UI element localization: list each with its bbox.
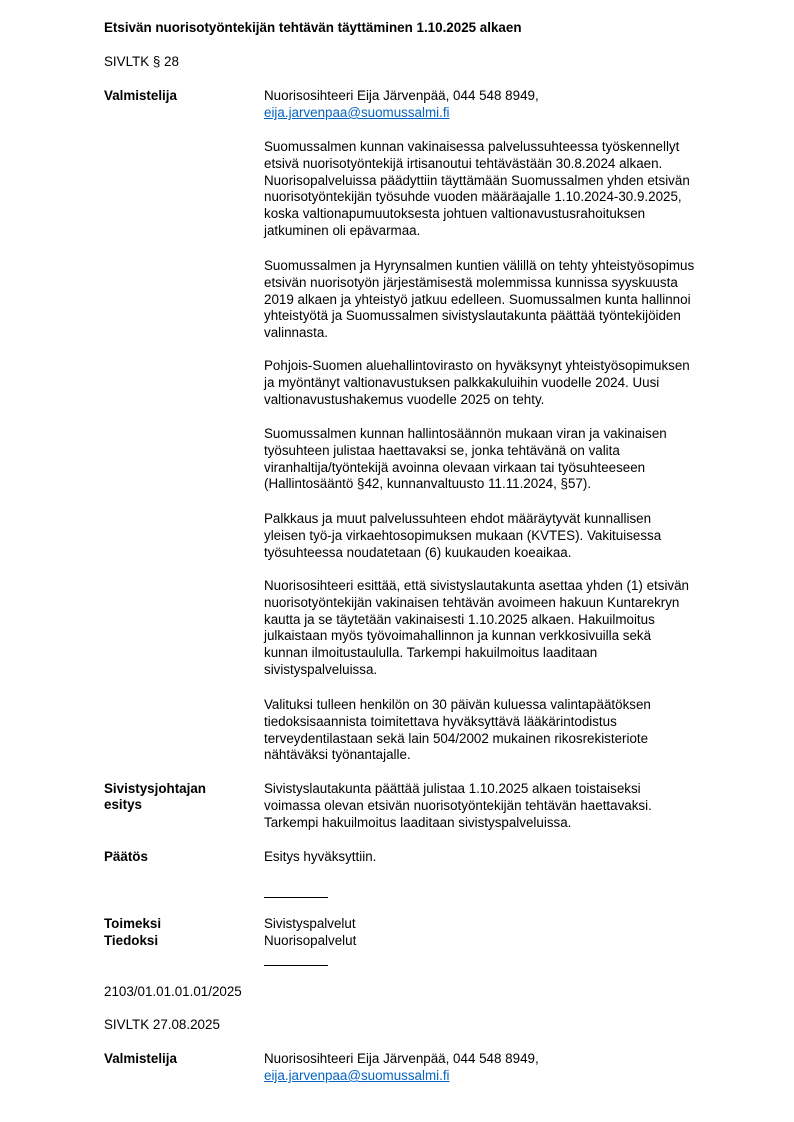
- preparer-email-link-2[interactable]: eija.jarvenpaa@suomussalmi.fi: [264, 1068, 450, 1083]
- paragraph-line: (Hallintosääntö §42, kunnanvaltuusto 11.11.2024, §57).: [264, 476, 592, 492]
- paragraph-line: sivistyspalveluissa.: [264, 661, 378, 677]
- paragraph-line: etsivän nuorisotyön järjestämisestä molemmissa kunnissa syyskuusta: [264, 274, 678, 290]
- paragraph-line: Suomussalmen kunnan vakinaisessa palvelussuhteessa työskennellyt: [264, 139, 680, 154]
- paragraph-line: jatkuminen oli epävarmaa.: [264, 222, 421, 238]
- paragraph-line: valinnasta.: [264, 325, 329, 341]
- paragraph-line: tiedoksisaannista toimitettava hyväksyttävä lääkärintodistus: [264, 713, 617, 729]
- section-reference-2: SIVLTK 27.08.2025: [104, 1017, 220, 1032]
- proposal-label: Sivistysjohtajan: [104, 781, 206, 796]
- decision-label: Päätös: [104, 849, 148, 864]
- paragraph-line: valtionavustushakemus vuodelle 2025 on tehty.: [264, 391, 545, 407]
- preparer-email-link[interactable]: eija.jarvenpaa@suomussalmi.fi: [264, 105, 450, 120]
- paragraph-line: etsivä nuorisotyöntekijä irtisanoutui tehtävästään 30.8.2024 alkaen.: [264, 155, 663, 171]
- paragraph-line: nuorisotyöntekijän vakinaisen tehtävän avoimeen hakuun Kuntarekryn: [264, 594, 680, 610]
- preparer-label: Valmistelija: [104, 88, 177, 103]
- paragraph-line: Suomussalmen ja Hyrynsalmen kuntien välillä on tehty yhteistyösopimus: [264, 258, 695, 273]
- paragraph-line: viranhaltija/työntekijä avoinna olevaan virkaan tai työsuhteeseen: [264, 459, 646, 475]
- proposal-text: [264, 781, 744, 831]
- body-paragraph-1: [264, 139, 744, 240]
- paragraph-line: Palkkaus ja muut palvelussuhteen ehdot määräytyvät kunnallisen: [264, 511, 652, 526]
- paragraph-line: ja myöntänyt valtionavustuksen palkkakuluihin vuodelle 2024. Uusi: [264, 374, 660, 390]
- toimeksi-label: Toimeksi: [104, 916, 162, 931]
- record-code: 2103/01.01.01.01/2025: [104, 984, 242, 999]
- paragraph-line: Suomussalmen kunnan hallintosäännön mukaan viran ja vakinaisen: [264, 426, 667, 441]
- paragraph-line: 2019 alkaen ja yhteistyö jatkuu edelleen. Suomussalmen kunta hallinnoi: [264, 291, 691, 307]
- paragraph-line: yleisen työ-ja virkaehtosopimuksen mukaan (KVTES). Vakituisessa: [264, 527, 662, 543]
- paragraph-line: nuorisotyöntekijän työsuhde vuoden määräajalle 1.10.2024-30.9.2025,: [264, 189, 682, 205]
- preparer-line: Nuorisosihteeri Eija Järvenpää, 044 548 8949,: [264, 88, 539, 103]
- section-reference: SIVLTK § 28: [104, 54, 179, 69]
- body-paragraph-4: [264, 426, 744, 493]
- preparer-line-2: Nuorisosihteeri Eija Järvenpää, 044 548 8949,: [264, 1051, 539, 1066]
- paragraph-line: terveydentilastaan sekä lain 504/2002 mukainen rikosrekisteriote: [264, 730, 649, 746]
- paragraph-line: Nuorisopalveluissa päädyttiin täyttämään Suomussalmen yhden etsivän: [264, 172, 690, 188]
- paragraph-line: työsuhteessa noudatetaan (6) kuukauden koeaikaa.: [264, 544, 572, 560]
- paragraph-line: kautta ja se täytetään vakinaisesti 1.10.2025 alkaen. Hakuilmoitus: [264, 611, 655, 627]
- paragraph-line: yhteistyötä ja Suomussalmen sivistyslautakunta päättää työntekijöiden: [264, 308, 681, 324]
- paragraph-line: voimassa olevan etsivän nuorisotyöntekijän tehtävän haettavaksi.: [264, 797, 652, 813]
- preparer-label-2: Valmistelija: [104, 1051, 177, 1066]
- proposal-label-2: esitys: [104, 797, 142, 812]
- body-paragraph-3: [264, 358, 744, 408]
- paragraph-line: nähtäväksi työnantajalle.: [264, 747, 411, 763]
- separator-line: [264, 965, 328, 966]
- paragraph-line: koska valtionapumuutoksesta johtuen valtionavustusrahoituksen: [264, 206, 646, 222]
- body-paragraph-6: [264, 578, 744, 679]
- tiedoksi-label: Tiedoksi: [104, 933, 159, 948]
- decision-text: Esitys hyväksyttiin.: [264, 849, 377, 864]
- paragraph-line: Nuorisosihteeri esittää, että sivistyslautakunta asettaa yhden (1) etsivän: [264, 578, 690, 593]
- toimeksi-value: Sivistyspalvelut: [264, 916, 356, 931]
- document-title: Etsivän nuorisotyöntekijän tehtävän täyttäminen 1.10.2025 alkaen: [104, 20, 522, 35]
- separator-line: [264, 897, 328, 898]
- paragraph-line: Tarkempi hakuilmoitus laaditaan sivistyspalveluissa.: [264, 814, 572, 830]
- body-paragraph-2: [264, 258, 744, 342]
- tiedoksi-value: Nuorisopalvelut: [264, 933, 357, 948]
- body-paragraph-7: [264, 697, 744, 764]
- paragraph-line: Valituksi tulleen henkilön on 30 päivän kuluessa valintapäätöksen: [264, 697, 651, 712]
- paragraph-line: työsuhteen julistaa haettavaksi se, jonka tehtävänä on valita: [264, 442, 620, 458]
- paragraph-line: Sivistyslautakunta päättää julistaa 1.10.2025 alkaen toistaiseksi: [264, 781, 641, 796]
- body-paragraph-5: [264, 511, 744, 561]
- paragraph-line: Pohjois-Suomen aluehallintovirasto on hyväksynyt yhteistyösopimuksen: [264, 358, 690, 373]
- paragraph-line: julkaistaan myös työvoimahallinnon ja kunnan verkkosivuilla sekä: [264, 628, 652, 644]
- paragraph-line: kunnan ilmoitustaululla. Tarkempi hakuilmoitus laaditaan: [264, 645, 598, 661]
